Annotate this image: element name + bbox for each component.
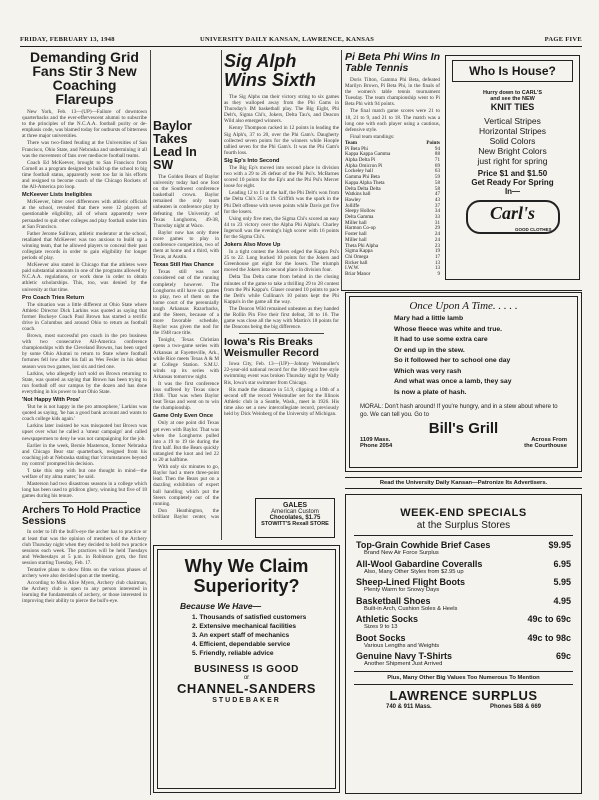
carls-line: Solid Colors xyxy=(489,136,536,146)
surplus-subtitle: at the Surplus Stores xyxy=(416,520,511,531)
carls-line: Vertical Stripes xyxy=(484,116,541,126)
gales-label: GALES xyxy=(282,502,308,509)
masthead-page: PAGE FIVE xyxy=(544,36,582,43)
surplus-phones: Phones 588 & 669 xyxy=(489,703,541,710)
standings-team: Briar Manor xyxy=(345,271,371,278)
carls-logo-sub: GOOD CLOTHES xyxy=(514,227,552,232)
surplus-item xyxy=(356,633,571,650)
carls-ad xyxy=(445,55,580,280)
standings-team: I.W.W. xyxy=(345,265,360,272)
standings-points: 24 xyxy=(434,231,440,238)
subhead: Game Only Even Once xyxy=(153,413,214,420)
headline-baylor: Baylor Takes Lead In SW xyxy=(153,120,197,172)
standings-points: 43 xyxy=(434,196,440,203)
bills-poem xyxy=(360,314,567,398)
carls-line: In— xyxy=(504,187,521,196)
carls-line: Horizontal Stripes xyxy=(478,126,547,136)
paragraph: The Golden Bears of Baylor university today had one foot on the Southwest conference basketball crown. Baylor remained the only team unbeaten in conference play by defeating the University of Texas Longhorns, 49-38, Thursday night at Waco. xyxy=(153,174,219,229)
surplus-item-name: Basketball Shoes xyxy=(356,595,431,606)
standings-points: 71 xyxy=(434,157,440,164)
surplus-item-price: 4.95 xyxy=(553,595,571,606)
paragraph: Texas still was not considered out of the running completely however. The Longhorns still have six games to play, two of them on the home court of the perennially tough Arkansas Razorbacks, and the Steers, because of a more favorable schedule, Baylor was given the nod for the 1948 race title. xyxy=(153,269,219,337)
surplus-item-desc: Another Shipment Just Arrived xyxy=(364,661,443,667)
bills-title: Once Upon A Time. . . . . xyxy=(409,300,518,312)
surplus-item xyxy=(356,614,571,631)
paragraph: 'I take this step with but one thought in mind—the welfare of my alma mater,' he said. xyxy=(22,467,147,481)
standings-points: 9 xyxy=(437,271,440,278)
masthead xyxy=(20,36,582,46)
standings-points: 47 xyxy=(434,191,440,198)
channel-because: Because We Have— xyxy=(180,601,262,611)
poem-line: So it followed her to school one day xyxy=(394,357,511,364)
paragraph: The Deacon Wild remained unbeaten as they handed the Rollin Pin Five their first defeat, 30 to 16. The game was close all the way with Martin's 18 points for the Deacons being the big difference. xyxy=(224,305,339,331)
surplus-item-price: 69c xyxy=(555,651,571,661)
surplus-store: LAWRENCE SURPLUS xyxy=(389,687,538,703)
paragraph: Doris Tilton, Gamma Phi Beta, defeated Marilyn Brown, Pi Beta Phi, in the finals of the women's table tennis tournament Tuesday. The team championship went to Pi Beta Phi with 94 points. xyxy=(345,77,440,108)
bills-location: the Courthouse xyxy=(524,443,567,449)
carls-line: Price $1 and $1.50 xyxy=(477,169,548,178)
paragraph: In a tight contest the Jokers edged the Kappa Psi's 25 to 22. Long bucked 10 points for the Jokers and Greenhouse got eight for the losers. The triumph moved the Jokers into second place in division four. xyxy=(224,249,339,274)
gales-price: Chocolates, $1.75 xyxy=(269,515,321,521)
carls-line: and see the NEW xyxy=(490,96,535,102)
bills-grill-ad xyxy=(345,292,582,472)
paragraph: Don Heathington, the brilliant Baylor center, was xyxy=(153,507,219,520)
paragraph: McKeever also stated in Chicago that the athletes were paid substantial amounts in one of the programs allowed by N.C.A.A. regulations, or work done in order to obtain athletic scholarships. This, too, was denied by the university at that time. xyxy=(22,262,147,293)
surplus-items xyxy=(346,540,581,668)
bills-moral: MORAL: Don't hash around! If you're hungry, and in a stew about where to go. We can tell you. Go to xyxy=(360,404,558,418)
surplus-title: WEEK-END SPECIALS xyxy=(400,507,527,519)
paragraph: Delta Tau Delta came from behind in the closing minutes of the game to take a thrilling 29 to 28 contest from the Phi Kappa's. Glaser counted 10 points to pace the Delt's while Cullinan's 10 points kept the Phi Kappa's in the game all the way. xyxy=(224,274,339,305)
standings-points: 24 xyxy=(434,236,440,243)
paragraph: Final team standings: xyxy=(350,133,395,140)
carls-logo xyxy=(466,200,560,234)
paragraph: 'But he is not happy in the pro atmosphere,' Larkins was quoted as saying, 'he has a good bank account and wants to coach college kids again.' xyxy=(22,404,147,423)
channel-item: 5. Friendly, reliable advice xyxy=(192,650,274,657)
surplus-item-name: Genuine Navy T-Shirts xyxy=(356,651,453,661)
column-2 xyxy=(153,120,219,520)
headline-sig-alph: Sig Alph Wins Sixth xyxy=(224,52,316,90)
paragraph: With only six minutes to go, Baylor had a mere three-point lead. Then the Bears put on a dazzling exhibition of expert ball handling which put the Steers completely out of the running. xyxy=(153,464,219,507)
standings-points: 19 xyxy=(434,248,440,255)
standings-points: 13 xyxy=(434,259,440,266)
bills-location: Across From xyxy=(531,437,567,443)
surplus-item-desc: Plenty Warm for Snowy Days xyxy=(364,587,440,593)
surplus-ad xyxy=(345,494,582,794)
channel-items xyxy=(158,613,335,658)
standings-team: Chi Omega xyxy=(345,254,369,260)
standings-team: Sigma Kappa xyxy=(345,248,373,255)
standings-team: Pi Beta Phi xyxy=(345,145,368,152)
channel-name: CHANNEL-SANDERS xyxy=(177,681,316,696)
standings-team: Harmon Co-op xyxy=(345,225,376,232)
channel-item: 2. Extensive mechanical facilities xyxy=(192,623,297,630)
standings-team: Alpha Delta Pi xyxy=(345,157,376,164)
standings-team: Sleepy Hollow xyxy=(345,208,376,215)
channel-slogan: BUSINESS IS GOOD xyxy=(194,664,299,675)
standings-points: 59 xyxy=(434,174,440,181)
paragraph: Iowa City, Feb. 13—(UP)—Johnny Weismuller's 22-year-old national record for the 100-yard free style swimming event was broken Thursday night by Wally Ris, Iowa's star swimmer from Chicago. xyxy=(224,361,339,386)
paragraph: The Big Ep's moved into second place in division two with a 29 to 26 defeat of the Phi Psi's. McBarnes scored 10 points for the Ep's and the Phi Psi's Mercer loose for eight. xyxy=(224,164,339,190)
surplus-item xyxy=(356,559,571,576)
paragraph: Masterson had two disastrous seasons in a college which long has been used to gridiron glory, winning but five of 18 games during his tenure. xyxy=(22,481,147,500)
standings-team: Delta Delta Delta xyxy=(345,185,381,192)
surplus-item-desc: Various Lengths and Weights xyxy=(364,642,440,649)
channel-item: 4. Efficient, dependable service xyxy=(192,641,291,648)
headline-archers: Archers To Hold Practice Sessions xyxy=(22,505,141,527)
standings-points: 58 xyxy=(434,179,440,186)
subhead: Pro Coach Tries Return xyxy=(22,294,85,301)
column-4 xyxy=(345,52,440,288)
surplus-plus: Plus, Many Other Big Values Too Numerous To Mention xyxy=(387,674,540,681)
paragraph: Father Jerome Sullivan, athletic moderator at the school, retaliated that McKeever was too anxious to build up a winning team, that he allowed players to conceal their past collegiate records in order to gain eligibility for longer periods of play. xyxy=(22,230,147,262)
paragraph: Earlier in the week, Bernie Masterson, former Nebraska and Chicago Bear star quarterback, resigned from his coaching job at Nebraska stating that 'circumstances beyond my control' prompted his decision. xyxy=(22,442,147,467)
standings-header-team: Team xyxy=(345,139,357,146)
paragraph: McKeever, bitter over differences with athletic officials at the school, revealed that there were 12 players of questionable eligibility, all of whom apparently were persuaded to quit other colleges and play football under him at San Francisco. xyxy=(22,199,147,230)
surplus-item-name: Top-Grain Cowhide Brief Cases xyxy=(356,540,491,550)
poem-line: Mary had a little lamb xyxy=(394,315,464,322)
surplus-item xyxy=(356,540,571,557)
column-3 xyxy=(224,52,339,540)
surplus-item-price: 6.95 xyxy=(553,558,571,569)
surplus-item-price: 5.95 xyxy=(553,577,571,587)
standings-points: 88 xyxy=(434,151,440,158)
paragraph: Tonight, Texas Christian opens a two-game series with Arkansas at Fayetteville, Ark., while Rice meets Texas A & M at College Station. S.M.U. winds up its series with Arkansas tomorrow night. xyxy=(153,337,219,380)
subhead: McKeever Lists Ineligibles xyxy=(22,192,92,199)
channel-item: 1. Thousands of satisfied customers xyxy=(192,614,307,621)
poem-line: And what was once a lamb, they say xyxy=(394,378,512,385)
standings-team: Gamma Phi Beta xyxy=(345,174,380,181)
standings-team: Foster hall xyxy=(345,231,367,238)
poem-line: Whose fleece was white and true. xyxy=(394,325,503,333)
carls-logo-text: Carl's xyxy=(489,203,536,223)
paragraph: In order to lift the bull's-eye the archer has to practice or at least that was the opinion of members of the Archery club Thursday night when they decided to hold two practice sessions each week. The practices will be held Tuesdays and Wednesdays at 5 p.m. in Robinson gym, the first session starting Tuesday, Feb. 17. xyxy=(22,529,147,566)
subhead: Texas Still Has Chance xyxy=(153,262,214,269)
paragraph: Using only five men, the Sigma Chi's scored an easy 44 to 23 victory over the Alpha Phi Alpha's. Charley Ingersoll was the evening's high scorer with 16 points for the Sigma Chi's. xyxy=(224,215,339,240)
standings-points: 17 xyxy=(434,254,440,260)
masthead-date: FRIDAY, FEBRUARY 13, 1948 xyxy=(20,36,115,43)
surplus-item-desc: Brand New Air Force Surplus xyxy=(364,550,439,556)
carls-line: KNIT TIES xyxy=(490,102,535,112)
standings-points: 33 xyxy=(434,214,440,221)
paragraph: Coach Ed McKeever, brought to San Francisco from Cornell as a program designed to build up the school to big time football status, apparently went too far in his efforts and resigned to become coach of the Chicago Rockets of the All-America pro loop. xyxy=(22,159,147,191)
headline-pi-beta-phi: Pi Beta Phi Wins In Table Tennis xyxy=(345,52,440,74)
standings-team: Hawley xyxy=(345,196,361,203)
masthead-rule xyxy=(20,46,582,47)
bills-address: 1109 Mass. xyxy=(360,437,391,443)
paragraph: Ris made the distance in 51.9, clipping a 10th of a second off the record Weismuller set for the Illinois Athletic club in a Seattle, Wash., meet in 1926. His time also set a new intercollegiate record, previously held by Dick Weinberg of the University of Michigan. xyxy=(224,386,339,418)
standings-points: 58 xyxy=(434,185,440,192)
surplus-item-name: All-Wool Gabardine Coveralls xyxy=(356,558,483,569)
standings-row xyxy=(345,272,440,278)
gales-store: STOWITT'S Rexall STORE xyxy=(261,521,329,527)
standings-points: 69 xyxy=(434,162,440,169)
divider xyxy=(341,290,582,291)
channel-brand: STUDEBAKER xyxy=(212,697,281,704)
standings-points: 94 xyxy=(434,145,440,152)
gales-text: American Custom xyxy=(271,509,319,515)
paragraph: Tentative plans to show films on the various phases of archery were also decided upon at the meeting. xyxy=(22,567,147,580)
standings-team: Jolliffe xyxy=(345,202,360,209)
paragraph: Brown, most successful pro coach in the pro business with two consecutive All-America conference championships with the Cleveland Browns, has been urged by some Ohio Alumni to return to State where football fortunes fell low after his fall as Wes Fesler in his debut season won two games, lost six and tied one. xyxy=(22,333,147,370)
carls-title: Who Is House? xyxy=(452,60,573,82)
surplus-item-desc: Also, Many Other Styles from $2.95 up xyxy=(364,568,464,575)
subhead: 'Not Happy With Pros' xyxy=(22,397,81,404)
masthead-paper: UNIVERSITY DAILY KANSAN, LAWRENCE, KANSAS xyxy=(200,36,375,43)
standings-points: 13 xyxy=(434,265,440,272)
surplus-item xyxy=(356,577,571,594)
subhead: Sig Ep's Into Second xyxy=(224,157,280,164)
column-1 xyxy=(22,50,147,795)
standings-points: 29 xyxy=(434,225,440,232)
headline-grid-fans: Demanding Grid Fans Stir 3 New Coaching Flareups xyxy=(30,50,139,107)
paragraph: Only at one point did Texas get even with Baylor. That was when the Longhorns pulled into a 19 to 19 tie during the first half. But the Bears quickly untangled the knot and led 22 to 20 at halftime. xyxy=(153,420,219,464)
bills-phone: Phone 2054 xyxy=(360,443,393,449)
paragraph: Larkins later insisted he was misquoted but Brown was upset over what he called a 'smear campaign' and called newspapermen to deny he was not campaigning for the job. xyxy=(22,423,147,442)
surplus-address: 740 & 911 Mass. xyxy=(386,703,432,710)
standings-team: Kappa Alpha Theta xyxy=(345,179,385,186)
standings-team: Lockeley hall xyxy=(345,168,373,175)
surplus-item-name: Sheep-Lined Flight Boots xyxy=(356,577,465,587)
paragraph: There was two-fisted feuding at the Universities of San Francisco, Ohio State, and Nebraska and undermining it all was the movement of fans over mediocre football teams. xyxy=(22,140,147,159)
standings-team: Delta Gamma xyxy=(345,214,374,221)
paragraph: Leading 12 to 11 at the half, the Phi Delt's won from the Delta Chi's 25 to 19. Griffith was the spark in the Phi Delt offense with seven points while Davis got five for the losers. xyxy=(224,190,339,215)
column-divider xyxy=(341,50,342,290)
patronize-banner: Read the University Daily Kansan—Patronize Its Advertisers. xyxy=(345,477,582,489)
paragraph: Baylor now has only three more games to play in conference competition, two of them at home and a third, with Texas, at Austin. xyxy=(153,229,219,261)
poem-line: It had to use some extra care xyxy=(394,336,488,343)
carls-line: Get Ready For Spring xyxy=(471,178,554,187)
standings-team: Watkins hall xyxy=(345,191,371,198)
surplus-item-price: 49c to 98c xyxy=(527,632,571,643)
standings-points: 23 xyxy=(434,242,440,249)
carls-line: just right for spring xyxy=(477,156,548,166)
surplus-item-price: 49c to 69c xyxy=(527,614,571,624)
paragraph: Larkins, who allegedly isn't sold on Brown returning to State, was quoted as saying that Brown has been trying to run football off our campus by the dozen and has done everything in his power to hurt Ohio State. xyxy=(22,370,147,395)
surplus-item-price: $9.95 xyxy=(548,540,571,550)
carls-line: Hurry down to CARL'S xyxy=(482,90,543,96)
surplus-item-name: Boot Socks xyxy=(356,632,406,643)
standings-team: Theta Phi Alpha xyxy=(345,242,379,249)
standings-points: 37 xyxy=(434,202,440,209)
standings-points: 34 xyxy=(434,208,440,215)
headline-iowa-ris: Iowa's Ris Breaks Weismuller Record xyxy=(224,336,319,360)
channel-sanders-ad xyxy=(153,545,340,793)
column-divider xyxy=(221,50,222,540)
standings-team: Alpha Omicron Pi xyxy=(345,162,383,169)
paragraph: New York, Feb. 13—(UP)—Failure of downtown quarterbacks and the ever-effervescent alumni to subscribe to the principles of the N.C.A.A. football purity or de-emphasis code, was blamed today for outbursts of bitterness at three major universities. xyxy=(22,109,147,140)
paragraph: Kenny Thompson racked in 12 points in leading the Sig Alph's, 37 to 20, over the Phi Gam's. Daugherty collected seven points for the winners while Hoople tallied seven for the Phi Gam's. It was the Phi Gam's fourth loss. xyxy=(224,125,339,156)
standings-team: Miller hall xyxy=(345,219,367,226)
standings-header-points: Points xyxy=(426,139,440,146)
standings-table xyxy=(345,141,440,278)
paragraph: According to Miss Alice Myers, Archery club chairman, the Archery club is open to any person interested in learning the fundamentals of archery, or those interested in improving their ability to pierce the bull's-eye. xyxy=(22,580,147,605)
standings-points: 63 xyxy=(434,168,440,175)
paragraph: It was the first conference loss suffered by Texas since 1946. That was when Baylor beat Texas and went on to win the championship. xyxy=(153,381,219,412)
channel-item: 3. An expert staff of mechanics xyxy=(192,632,290,639)
column-divider xyxy=(150,50,151,795)
paragraph: The situation was a little different at Ohio State where Athletic Director Dick Larkins was quoted as saying that former Buckeye Coach Paul Brown has started a terrific drive in Columbus and around Ohio to return as football coach. xyxy=(22,301,147,332)
standings-team: Kappa Kappa Gamma xyxy=(345,151,391,158)
standings-points: 31 xyxy=(434,219,440,226)
surplus-item xyxy=(356,651,571,668)
channel-of: or xyxy=(243,675,250,681)
channel-title: Why We Claim Superiority? xyxy=(184,556,309,596)
standings-team: Ricker hall xyxy=(345,259,368,266)
carls-line: New Bright Colors xyxy=(478,146,547,156)
paragraph: The final match game scores were 21 to 18, 21 to 9, and 21 to 18. The match was a long one with each player using a cautious, defensive style. xyxy=(345,108,440,133)
gales-ad xyxy=(255,498,335,538)
surplus-item-desc: Sizes 9 to 13 xyxy=(364,624,398,630)
surplus-item-desc: Built-in Arch, Cushion Soles & Heels xyxy=(364,605,458,612)
surplus-item xyxy=(356,596,571,613)
poem-line: Is now a plate of hash. xyxy=(394,388,467,396)
subhead: Jokers Also Move Up xyxy=(224,242,281,249)
standings-team: Miller hall xyxy=(345,236,367,243)
bills-name: Bill's Grill xyxy=(428,420,499,437)
poem-line: Which was very rash xyxy=(394,367,462,375)
poem-line: Or end up in the stew. xyxy=(394,346,465,354)
paragraph: The Sig Alphs ran their victory string to six games as they walloped away from the Phi Gams in Thursday's IM basketball play. The Big Eight, Phi Delt's, Sigma Chi's, Jokers, Delta Tau's, and Deacon Wild also emerged winners. xyxy=(224,94,339,125)
surplus-item-name: Athletic Socks xyxy=(356,614,419,624)
